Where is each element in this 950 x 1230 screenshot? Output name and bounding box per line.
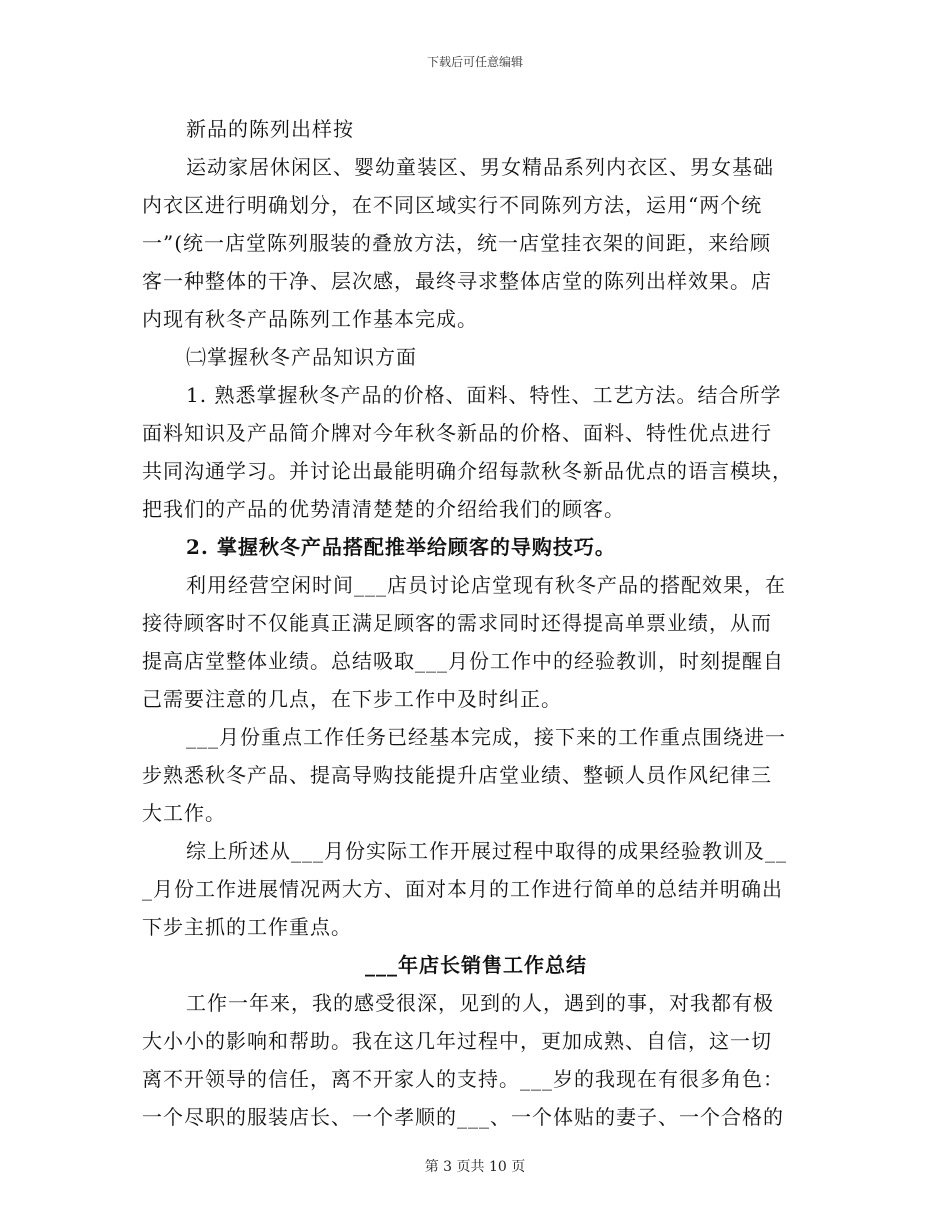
- document-title: ___年店长销售工作总结: [365, 953, 587, 977]
- text-line: 接待顾客时不仅能真正满足顾客的需求同时还得提高单票业绩，从而: [142, 611, 772, 635]
- text-line: 运动家居休闲区、婴幼童装区、男女精品系列内衣区、男女基础: [186, 155, 774, 179]
- text-line: 大工作。: [142, 801, 226, 825]
- text-line: 一个尽职的服装店长、一个孝顺的___、一个体贴的妻子、一个合格的: [142, 1105, 784, 1129]
- text-line: 一”(统一店堂陈列服装的叠放方法，统一店堂挂衣架的间距，来给顾: [142, 231, 772, 255]
- text-line: 利用经营空闲时间___店员讨论店堂现有秋冬产品的搭配效果，在: [186, 573, 786, 597]
- text-line: _月份工作进展情况两大方、面对本月的工作进行简单的总结并明确出: [142, 877, 783, 901]
- text-line: 面料知识及产品简介牌对今年秋冬新品的价格、面料、特性优点进行: [142, 421, 772, 445]
- text-line: 共同沟通学习。并讨论出最能明确介绍每款秋冬新品优点的语言模块，: [142, 459, 793, 483]
- text-line: 离不开领导的信任，离不开家人的支持。___岁的我现在有很多角色：: [142, 1067, 784, 1091]
- text-line: 工作一年来，我的感受很深，见到的人，遇到的事，对我都有极: [186, 991, 774, 1015]
- page-number: 第 3 页共 10 页: [424, 1159, 526, 1175]
- header-note: 下载后可任意编辑: [426, 55, 523, 69]
- document-body: [142, 110, 810, 1136]
- text-line: 己需要注意的几点，在下步工作中及时纠正。: [142, 687, 562, 711]
- text-line: 新品的陈列出样按: [186, 117, 354, 141]
- text-line: 下步主抓的工作重点。: [142, 915, 352, 939]
- text-line: 客一种整体的干净、层次感，最终寻求整体店堂的陈列出样效果。店: [142, 269, 772, 293]
- text-line: ___月份重点工作任务已经基本完成，接下来的工作重点围绕进一: [186, 725, 786, 749]
- section-heading: ㈡掌握秋冬产品知识方面: [186, 345, 417, 369]
- text-line: 提高店堂整体业绩。总结吸取___月份工作中的经验教训，时刻提醒自: [142, 649, 784, 673]
- bold-subheading: 2. 掌握秋冬产品搭配推举给顾客的导购技巧。: [186, 535, 616, 559]
- text-line: 1. 熟悉掌握秋冬产品的价格、面料、特性、工艺方法。结合所学: [186, 383, 782, 407]
- text-line: 内衣区进行明确划分，在不同区域实行不同陈列方法，运用“两个统: [142, 193, 763, 217]
- text-line: 步熟悉秋冬产品、提高导购技能提升店堂业绩、整顿人员作风纪律三: [142, 763, 772, 787]
- text-line: 综上所述从___月份实际工作开展过程中取得的成果经验教训及__: [186, 839, 787, 863]
- text-line: 内现有秋冬产品陈列工作基本完成。: [142, 307, 478, 331]
- text-line: 大小小的影响和帮助。我在这几年过程中，更加成熟、自信，这一切: [142, 1029, 772, 1053]
- text-line: 把我们的产品的优势清清楚楚的介绍给我们的顾客。: [142, 497, 625, 521]
